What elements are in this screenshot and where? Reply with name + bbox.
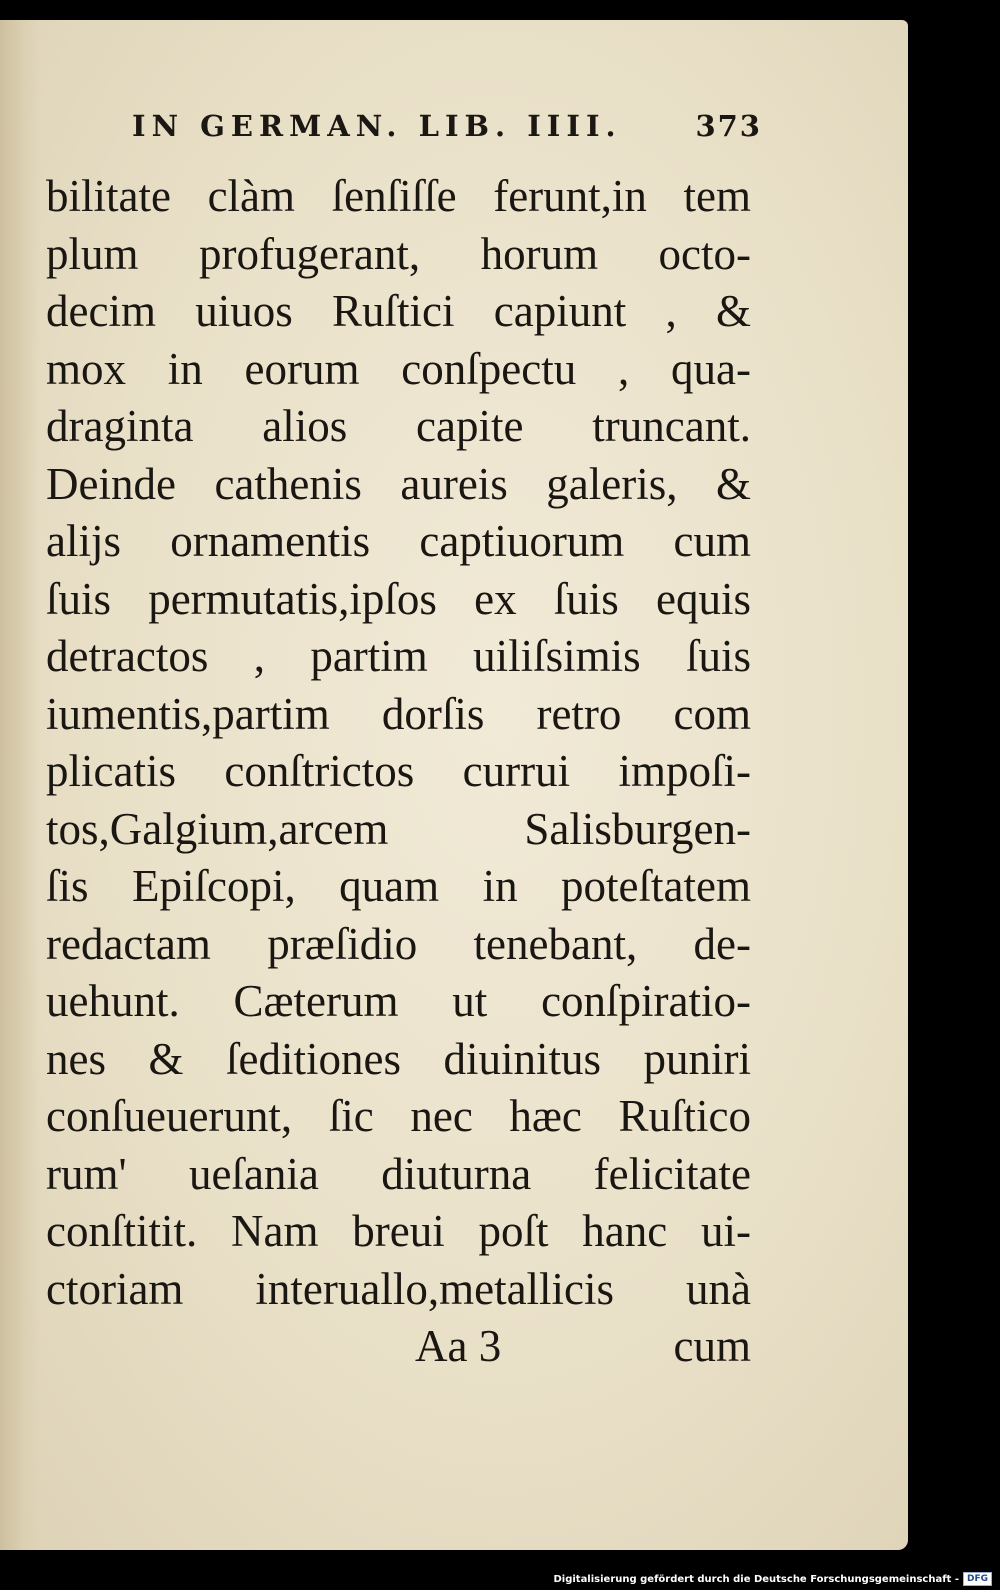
book-page: [0, 20, 908, 1550]
text-line: plicatis conſtrictos currui impoſi-: [46, 746, 751, 796]
text-line: ſis Epiſcopi, quam in poteſtatem: [46, 861, 751, 911]
text-line: bilitate clàm ſenſiſſe ferunt,in tem: [46, 171, 751, 221]
body-text: [46, 168, 751, 1318]
text-line: Deinde cathenis aureis galeris, &: [46, 458, 751, 509]
text-line: uehunt. Cæterum ut conſpiratio-: [46, 976, 751, 1026]
text-line: rum' ueſania diuturna felicitate: [46, 1148, 751, 1199]
text-line: conſueuerunt, ſic nec hæc Ruſtico: [46, 1091, 751, 1141]
page-gutter-shadow: [0, 20, 40, 1550]
text-line: draginta alios capite truncant.: [46, 401, 751, 451]
signature-mark: Aa 3: [415, 1321, 502, 1371]
dfg-credit-text: Digitalisierung gefördert durch die Deutsche Forschungsgemeinschaft -: [553, 1573, 959, 1585]
running-header: [132, 106, 762, 146]
text-line: detractos , partim uiliſsimis ſuis: [46, 631, 751, 681]
text-line: ſuis permutatis,ipſos ex ſuis equis: [46, 573, 751, 624]
text-line: iumentis,partim dorſis retro com: [46, 688, 751, 739]
text-line: decim uiuos Ruſtici capiunt , &: [46, 286, 751, 336]
text-line: alijs ornamentis captiuorum cum: [46, 516, 751, 566]
page-footer: [415, 1320, 751, 1380]
text-line: mox in eorum conſpectu , qua-: [46, 343, 751, 394]
text-line: conſtitit. Nam breui poſt hanc ui-: [46, 1206, 751, 1256]
dfg-credit-bar: [553, 1568, 992, 1590]
running-title: IN GERMAN. LIB. IIII.: [132, 109, 622, 143]
text-line: tos,Galgium,arcem Salisburgen-: [46, 803, 751, 854]
catchword: cum: [673, 1321, 751, 1371]
page-number: 373: [695, 109, 762, 143]
dfg-logo-icon: DFG: [963, 1572, 992, 1586]
text-line: ctoriam interuallo,metallicis unà: [46, 1263, 751, 1314]
text-line: redactam præſidio tenebant, de-: [46, 918, 751, 969]
text-line: nes & ſeditiones diuinitus puniri: [46, 1033, 751, 1084]
text-line: plum profugerant, horum octo-: [46, 228, 751, 279]
